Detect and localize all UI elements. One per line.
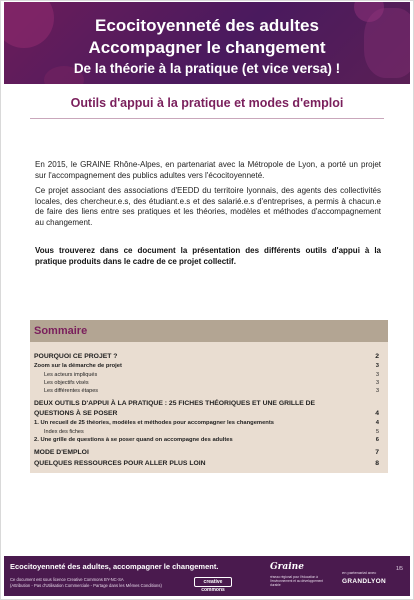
toc-item-page: 8 <box>375 460 379 467</box>
toc-item-label: DEUX OUTILS D'APPUI À LA PRATIQUE : 25 FICHES THÉORIQUES ET UNE GRILLE DE <box>34 400 316 407</box>
toc-item-page: 3 <box>375 372 379 378</box>
footer-title: Ecocitoyenneté des adultes, accompagner le changement. <box>10 562 219 571</box>
license-text: Ce document est sous licence Creative Commons BY-NC-SA <box>10 577 124 582</box>
toc-item-label: Zoom sur la démarche de projet <box>34 363 122 369</box>
toc-item-page: 2 <box>375 353 379 360</box>
graine-logo <box>270 562 330 590</box>
divider <box>30 118 384 119</box>
toc-item-page: 3 <box>375 388 379 394</box>
graine-logo-name: Graine <box>270 562 304 572</box>
graine-logo-tagline: réseau régional pour l'éducation à l'environnement et au développement durable <box>270 575 324 587</box>
toc-item-label: Les acteurs impliqués <box>44 372 98 378</box>
page-title: Outils d'appui à la pratique et modes d'emploi <box>70 96 344 110</box>
header-subtitle: Accompagner le changement <box>88 38 326 57</box>
summary-paragraph: Vous trouverez dans ce document la présentation des différents outils d'appui à la pratique produits dans le cadre de ce projet collectif. <box>35 246 381 266</box>
toc-item-label: QUESTIONS À SE POSER <box>34 410 118 417</box>
table-of-contents <box>30 320 388 473</box>
partner-label: en partenariat avec <box>342 570 377 575</box>
toc-item-label: Les différentes étapes <box>44 388 99 394</box>
intro-paragraph: En 2015, le GRAINE Rhône-Alpes, en partenariat avec la Métropole de Lyon, a porté un projet sur l'accompagnement des publics adultes vers l'écocitoyenneté. <box>35 160 381 180</box>
toc-item-page: 3 <box>375 380 379 386</box>
toc-item-page: 4 <box>375 410 379 417</box>
toc-item-page: 5 <box>375 429 379 435</box>
toc-item-page: 4 <box>375 420 379 426</box>
toc-item-label: Les objectifs visés <box>44 380 89 386</box>
toc-item-label: 2. Une grille de questions à se poser quand on accompagne des adultes <box>34 437 233 443</box>
header-title: Ecocitoyenneté des adultes <box>95 16 319 35</box>
toc-item-page: 6 <box>375 437 379 443</box>
license-text: (Attribution - Pas d'Utilisation Commerciale - Partage dans les Mêmes Conditions) <box>10 583 162 588</box>
toc-item-label: MODE D'EMPLOI <box>34 449 89 456</box>
header-banner <box>4 2 410 84</box>
page-number: 1/5 <box>396 566 403 572</box>
toc-item-page: 7 <box>375 449 379 456</box>
grandlyon-logo: GRANDLYON <box>342 578 386 585</box>
toc-title: Sommaire <box>30 320 388 342</box>
project-paragraph: Ce projet associant des associations d'EEDD du territoire lyonnais, des agents des collectivités locales, des chercheur.e.s, des étudiant.e.s et des salarié.e.s d'entreprises, a permis à chacun.e de faire des liens entre ses pratiques et les théories, modèles et méthodes d'accompagnement au changement. <box>35 186 381 227</box>
footer-banner <box>4 556 410 596</box>
toc-item-label: 1. Un recueil de 25 théories, modèles et méthodes pour accompagner les changements <box>34 420 275 426</box>
header-tagline: De la théorie à la pratique (et vice versa) ! <box>73 61 341 76</box>
toc-item-page: 3 <box>375 363 379 369</box>
toc-item-label: Index des fiches <box>44 429 84 435</box>
toc-item-label: POURQUOI CE PROJET ? <box>34 353 118 360</box>
creative-commons-logo: creative commons <box>194 577 232 587</box>
toc-item-label: QUELQUES RESSOURCES POUR ALLER PLUS LOIN <box>34 460 206 467</box>
